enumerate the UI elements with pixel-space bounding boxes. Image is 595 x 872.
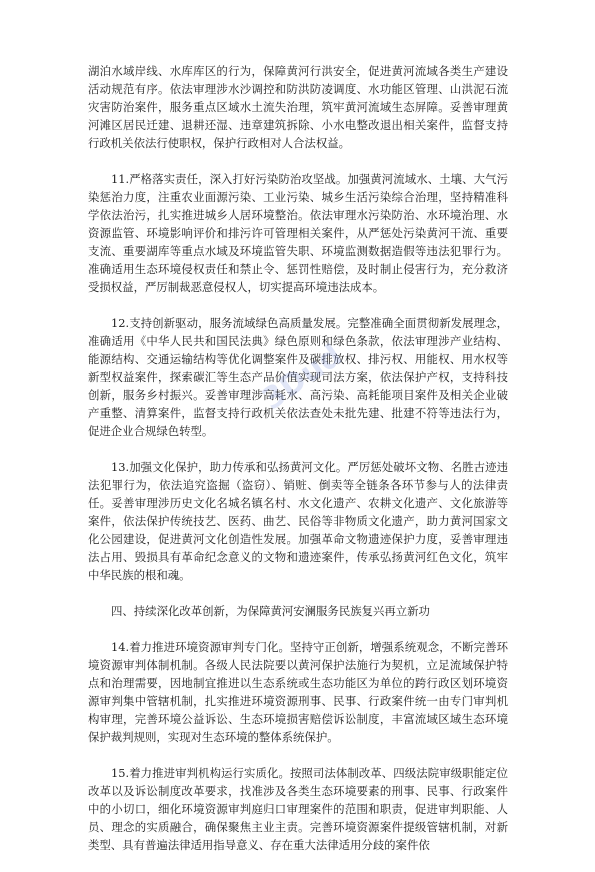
paragraph-15: 15.着力推进审判机构运行实质化。按照司法体制改革、四级法院审级职能定位改革以及诉讼制度改革要求，找准涉及各类生态环境要素的刑事、民事、行政案件中的小切口，细化环境资源审判庭归口审理案件的范围和职责，促进审判职能、人员、理念的实质融合，确保聚焦主业主责。完善环境资源案件提级管辖机制，对新类型、具有普遍法律适用指导意义、存在重大法律适用分歧的案件依 xyxy=(88,766,508,852)
watermark-logo: 3Dud xyxy=(255,337,349,418)
paragraph-13: 13.加强文化保护，助力传承和弘扬黄河文化。严厉惩处破坏文物、名胜古迹违法犯罪行为，依法追究盗掘（盗窃）、销赃、倒卖等全链条各环节参与人的法律责任。妥善审理涉历史文化名城名镇名村、水文化遗产、农耕文化遗产、文化旅游等案件，依法保护传统技艺、医药、曲艺、民俗等非物质文化遗产，助力黄河国家文化公园建设，促进黄河文化创造性发展。加强革命文物遗迹保护力度，妥善审理违法占用、毁损具有革命纪念意义的文物和遗迹案件，传承弘扬黄河红色文化，筑牢中华民族的根和魂。 xyxy=(88,460,508,582)
document-page xyxy=(88,62,508,872)
section-heading-4: 四、持续深化改革创新，为保障黄河安澜服务民族复兴再立新功 xyxy=(111,604,430,618)
paragraph-12: 12.支持创新驱动，服务流域绿色高质量发展。完整准确全面贯彻新发展理念，准确适用《中华人民共和国民法典》绿色原则和绿色条款，依法审理涉产业结构、能源结构、交通运输结构等优化调整案件及碳排放权、排污权、用能权、用水权等新型权益案件，探索碳汇等生态产品价值实现司法方案，依法保护产权，支持科技创新，服务乡村振兴。妥善审理涉高耗水、高污染、高耗能项目案件及相关企业破产重整、清算案件，监督支持行政机关依法查处未批先建、批建不符等违法行为，促进企业合规绿色转型。 xyxy=(88,316,508,438)
paragraph-14: 14.着力推进环境资源审判专门化。坚持守正创新，增强系统观念，不断完善环境资源审判体制机制。各级人民法院要以黄河保护法施行为契机，立足流域保护特点和治理需要，因地制宜推进以生态系统或生态功能区为单位的跨行政区划环境资源审判集中管辖机制，扎实推进环境资源刑事、民事、行政案件统一由专门审判机构审理，完善环境公益诉讼、生态环境损害赔偿诉讼制度，丰富流域区域生态环境保护裁判规则，实现对生态环境的整体系统保护。 xyxy=(88,640,508,744)
paragraph-continuation: 湖泊水域岸线、水库库区的行为，保障黄河行洪安全，促进黄河流域各类生产建设活动规范有序。依法审理涉水沙调控和防洪防凌调度、水功能区管理、山洪泥石流灾害防治案件，服务重点区域水土流失治理，筑牢黄河流域生态屏障。妥善审理黄河滩区居民迁建、退耕还湿、违章建筑拆除、小水电整改退出相关案件，监督支持行政机关依法行使职权，保护行政相对人合法权益。 xyxy=(88,64,508,150)
paragraph-11: 11.严格落实责任，深入打好污染防治攻坚战。加强黄河流域水、土壤、大气污染惩治力度，注重农业面源污染、工业污染、城乡生活污染综合治理，坚持精准科学依法治污，扎实推进城乡人居环境整治。依法审理水污染防治、水环境治理、水资源监管、环境影响评价和排污许可管理相关案件，从严惩处污染黄河干流、重要支流、重要湖库等重点水域及环境监管失职、环境监测数据造假等违法犯罪行为。准确适用生态环境侵权责任和禁止令、惩罚性赔偿，及时制止侵害行为，充分救济受损权益，严厉制裁恶意侵权人，切实提高环境违法成本。 xyxy=(88,172,508,294)
